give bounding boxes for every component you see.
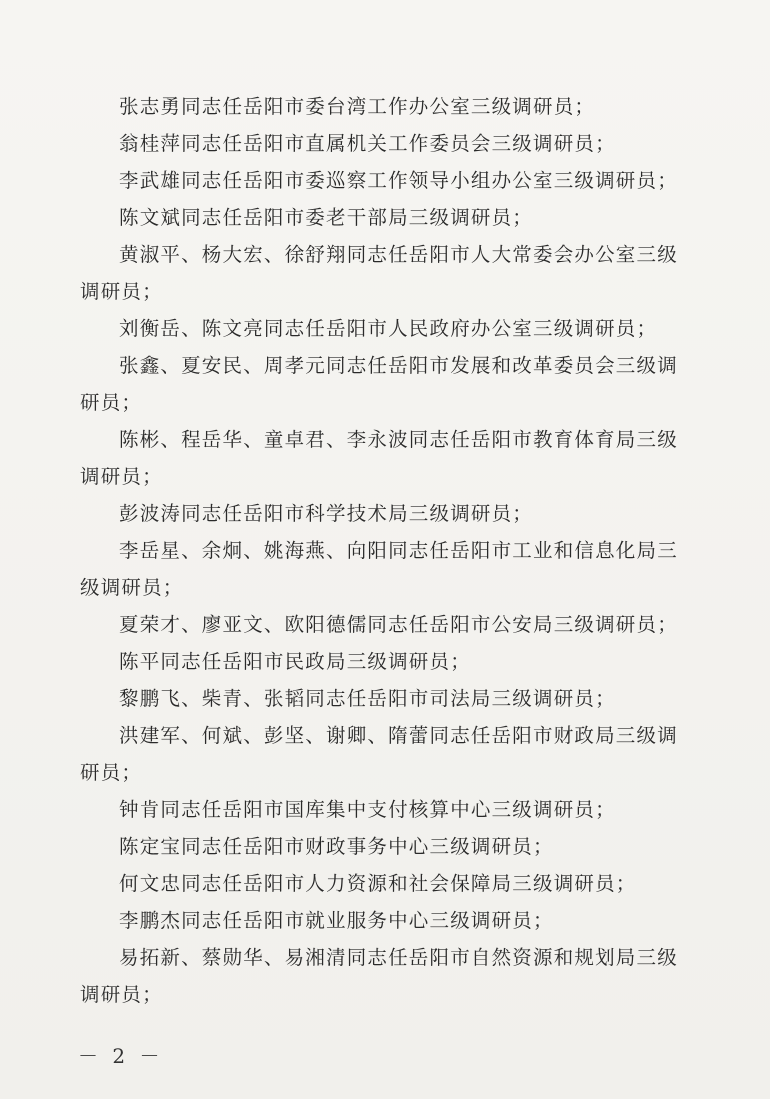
- appointment-list: [80, 88, 692, 1013]
- paragraph: 翁桂萍同志任岳阳市直属机关工作委员会三级调研员；: [119, 132, 616, 155]
- paragraph: 夏荣才、廖亚文、欧阳德儒同志任岳阳市公安局三级调研员；: [119, 613, 678, 636]
- paragraph: 张志勇同志任岳阳市委台湾工作办公室三级调研员；: [119, 95, 596, 118]
- paragraph: 陈文斌同志任岳阳市委老干部局三级调研员；: [119, 206, 534, 229]
- paragraph: 黎鹏飞、柴青、张韬同志任岳阳市司法局三级调研员；: [119, 687, 616, 710]
- paragraph: 陈定宝同志任岳阳市财政事务中心三级调研员；: [119, 835, 554, 858]
- paragraph: 彭波涛同志任岳阳市科学技术局三级调研员；: [119, 502, 534, 525]
- paragraph: 刘衡岳、陈文亮同志任岳阳市人民政府办公室三级调研员；: [119, 317, 658, 340]
- paragraph: 张鑫、夏安民、周孝元同志任岳阳市发展和改革委员会三级调研员；: [80, 354, 678, 414]
- paragraph: 李鹏杰同志任岳阳市就业服务中心三级调研员；: [119, 909, 554, 932]
- paragraph: 陈平同志任岳阳市民政局三级调研员；: [119, 650, 471, 673]
- paragraph: 何文忠同志任岳阳市人力资源和社会保障局三级调研员；: [119, 872, 637, 895]
- paragraph: 洪建军、何斌、彭坚、谢卿、隋蕾同志任岳阳市财政局三级调研员；: [80, 724, 678, 784]
- paragraph: 李岳星、余炯、姚海燕、向阳同志任岳阳市工业和信息化局三级调研员；: [80, 539, 678, 599]
- paragraph: 钟肯同志任岳阳市国库集中支付核算中心三级调研员；: [119, 798, 616, 821]
- page-number: － 2 －: [78, 1044, 164, 1068]
- paragraph: 李武雄同志任岳阳市委巡察工作领导小组办公室三级调研员；: [119, 169, 678, 192]
- paragraph: 陈彬、程岳华、童卓君、李永波同志任岳阳市教育体育局三级调研员；: [80, 428, 678, 488]
- paragraph: 易拓新、蔡勋华、易湘清同志任岳阳市自然资源和规划局三级调研员；: [80, 946, 678, 1006]
- paragraph: 黄淑平、杨大宏、徐舒翔同志任岳阳市人大常委会办公室三级调研员；: [80, 243, 678, 303]
